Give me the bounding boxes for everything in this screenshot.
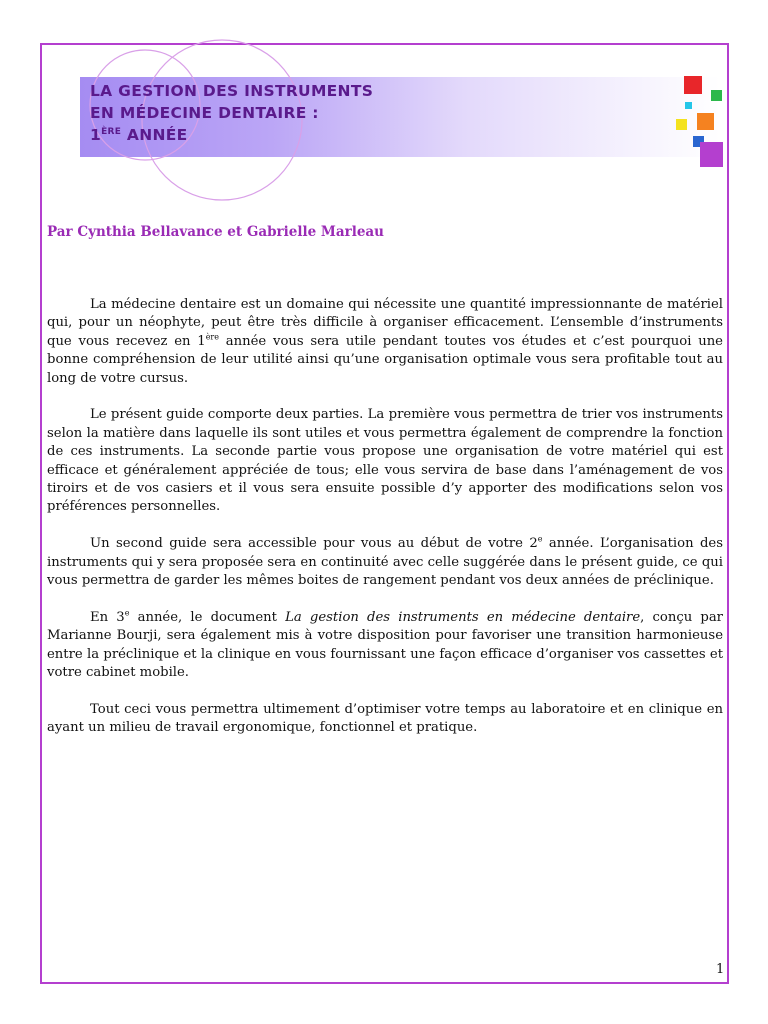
title-year-word: ANNÉE — [121, 126, 188, 144]
paragraph-4-superscript: e — [124, 608, 130, 618]
title-line-3 — [90, 124, 373, 146]
title-year-number: 1 — [90, 126, 102, 144]
paragraph-1 — [47, 296, 723, 388]
paragraph-3-superscript: e — [537, 534, 543, 544]
page-number: 1 — [716, 962, 725, 977]
paragraph-2: Le présent guide comporte deux parties. La première vous permettra de trier vos instruments selon la matière dans laquelle ils sont utiles et vous permettra également de comprendre la fonction de ces instruments. La seconde partie vous propose une organisation de votre matériel qui est efficace et généralement appréciée de tous; elle vous servira de base dans l’aménagement de vos tiroirs et de vos casiers et il vous sera ensuite possible d’y apporter des modifications selon vos préférences personnelles. — [47, 407, 723, 515]
title-line-1: LA GESTION DES INSTRUMENTS — [90, 82, 374, 100]
paragraph-3-part-a: Un second guide sera accessible pour vous au début de votre 2 — [90, 536, 538, 552]
paragraph-4-part-c: , conçu par Marianne Bourji, sera également mis à votre disposition pour favoriser une transition harmonieuse entre la préclinique et la clinique en vous fournissant une façon efficace d’organiser vos cassettes et votre cabinet mobile. — [47, 609, 723, 681]
paragraph-4-part-b: année, le document — [129, 609, 286, 625]
authors-line: Par Cynthia Bellavance et Gabrielle Marleau — [47, 224, 384, 240]
paragraph-1-part-a: La médecine dentaire est un domaine qui nécessite une quantité impressionnante de matériel qui, pour un néophyte, peut être très difficile à organiser efficacement. L’ensemble d’instruments que vous recevez en 1 — [47, 297, 723, 349]
body-text — [47, 296, 723, 756]
paragraph-3-part-b: année. L’organisation des instruments qui y sera proposée sera en continuité avec celle suggérée dans le présent guide, ce qui vous permettra de garder les mêmes boites de rangement pendant vos deux années de préclinique. — [47, 536, 723, 589]
title-line-2: EN MÉDECINE DENTAIRE : — [90, 104, 319, 122]
paragraph-1-part-b: année vous sera utile pendant toutes vos études et c’est pourquoi une bonne compréhension de leur utilité ainsi qu’une organisation optimale vous sera profitable tout au long de votre cursus. — [47, 333, 723, 386]
paragraph-3 — [47, 535, 723, 590]
paragraph-5: Tout ceci vous permettra ultimement d’optimiser votre temps au laboratoire et en clinique en ayant un milieu de travail ergonomique, fonctionnel et pratique. — [47, 701, 723, 736]
paragraph-4 — [47, 609, 723, 683]
paragraph-1-superscript: ère — [205, 332, 219, 342]
document-title — [90, 80, 373, 146]
paragraph-4-part-a: En 3 — [90, 609, 125, 625]
title-year-superscript: ÈRE — [101, 126, 122, 137]
document-reference-title: La gestion des instruments en médecine dentaire — [285, 609, 641, 625]
